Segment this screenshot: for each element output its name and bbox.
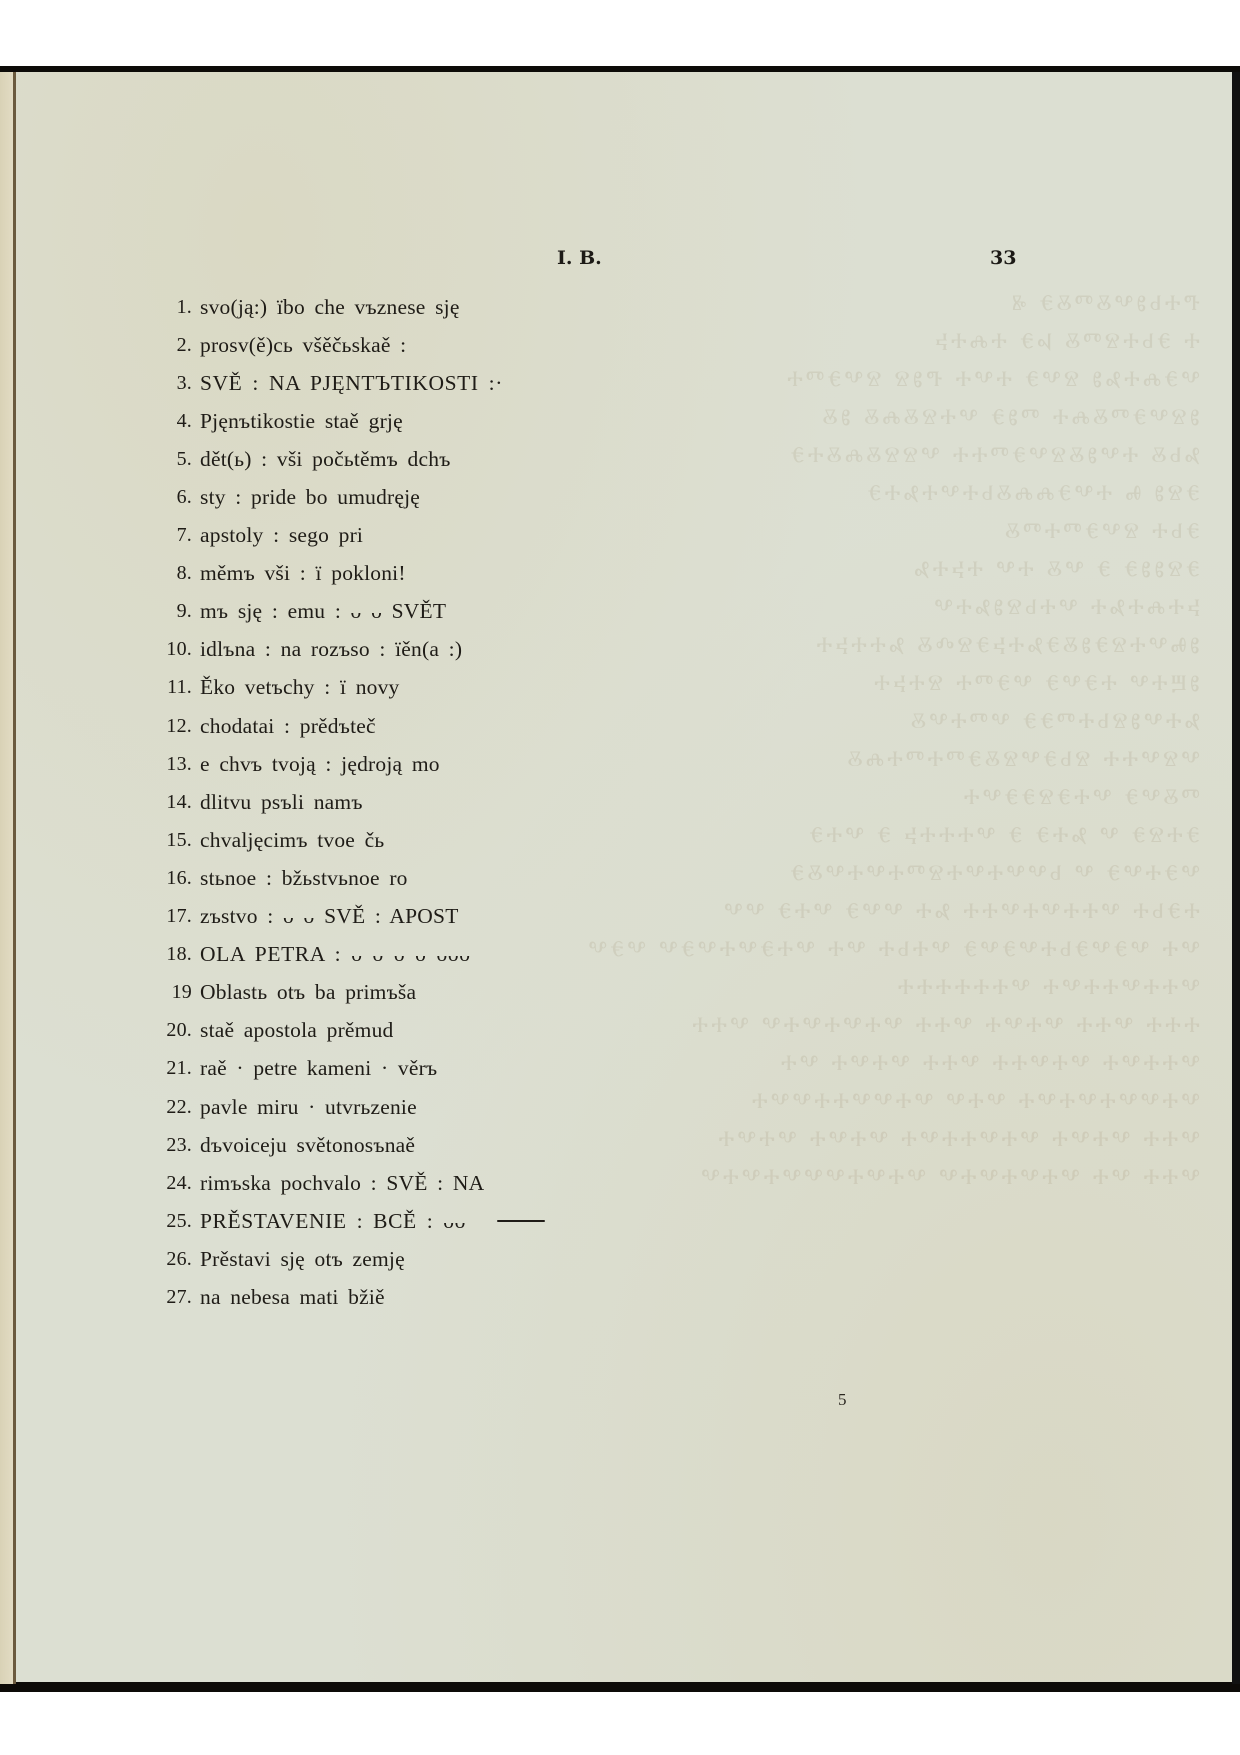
line-text: prosv(ě)cь všěčьskaě : [200,332,407,357]
line-number: 19 [171,981,192,1004]
line-text: svo(ją:) ïbo che vъznese sję [200,294,460,319]
transcription-line [150,859,570,897]
line-number: 6. [176,486,192,509]
line-number: 23. [166,1133,192,1156]
line-text: chvaljęcimъ tvoe čь [200,827,385,852]
line-number: 5. [176,447,192,470]
line-text: dъvoiceju světonosъnaě [200,1132,416,1157]
line-number: 4. [176,409,192,432]
line-text: sty : pride bo umudręję [200,485,421,510]
line-text: dlitvu psъli namъ [200,789,363,814]
line-number: 3. [176,371,192,394]
line-text: PRĚSTAVENIE : BCĚ : ᴗᴗ [200,1208,466,1233]
transcription-line [150,707,570,745]
transcription-line [150,783,570,821]
line-text: raě · petre kameni · věrъ [200,1056,438,1081]
line-number: 14. [166,790,192,813]
transcription-line [150,1050,570,1088]
line-text: Prěstavi sję otъ zemję [200,1246,405,1271]
transcription-line [150,898,570,936]
running-head-title: I. B. [557,247,602,269]
line-text: pavle miru · utvrьzenie [200,1094,417,1119]
line-text: OLA PETRA : ᴗ ᴗ ᴗ ᴗ ᴗᴗᴗ [200,942,471,967]
line-number: 18. [166,943,192,966]
signature-mark: 5 [838,1390,847,1409]
page-edge-right [1232,72,1240,1684]
line-text: SVĚ : NA PJĘNTЪTIKOSTI :· [200,370,503,395]
page-edge-left [0,72,14,1684]
line-number: 21. [166,1057,192,1080]
transcription-line [150,821,570,859]
transcription-line [150,1126,570,1164]
line-number: 10. [166,638,192,661]
line-number: 26. [166,1247,192,1270]
transcription-line [150,1240,570,1278]
transcription-line [150,517,570,555]
transcription-line [150,593,570,631]
transcription-line [150,440,570,478]
line-text: idlъna : na rozъso : ïěn(a :) [200,637,463,662]
line-number: 27. [166,1285,192,1308]
transcription-line [150,478,570,516]
line-number: 8. [176,562,192,585]
line-number: 15. [166,828,192,851]
line-text: dět(ь) : vši počьtěmъ dchъ [200,446,451,471]
line-text: apstoly : sego pri [200,523,364,548]
line-number: 7. [176,524,192,547]
transcription-line [150,1012,570,1050]
line-text: Ěko vetъchy : ï novy [200,675,400,700]
binding-gutter-line [13,72,16,1684]
end-mark-dash [497,1220,545,1222]
line-number: 22. [166,1095,192,1118]
line-text: staě apostola prěmud [200,1018,394,1043]
transcription-line [150,669,570,707]
line-text: Oblastь otъ ba primъša [200,980,417,1005]
line-text: rimъska pochvalo : SVĚ : NA [200,1170,485,1195]
line-number: 9. [176,600,192,623]
line-number: 17. [166,905,192,928]
line-text: mъ sję : emu : ᴗ ᴗ SVĚT [200,599,447,624]
page-number: 33 [990,247,1017,269]
line-text: na nebesa mati bžiě [200,1284,385,1309]
transcription-line [150,745,570,783]
line-number: 16. [166,866,192,889]
transcription-line [150,936,570,974]
line-text: e chvъ tvoją : jędroją mo [200,751,440,776]
line-number: 24. [166,1171,192,1194]
line-text: stьnoe : bžьstvьnoe ro [200,865,408,890]
transcription-line [150,1088,570,1126]
transcription-line [150,402,570,440]
line-number: 2. [176,333,192,356]
transcription-line [150,288,570,326]
line-number: 11. [167,676,192,699]
transcription-line [150,1278,570,1316]
transcription-line [150,555,570,593]
line-number: 12. [166,714,192,737]
line-text: chodatai : prědъteč [200,713,376,738]
transcription-lines [150,288,570,1317]
line-number: 20. [166,1019,192,1042]
line-text: Pjęnъtikostie staě grję [200,408,403,433]
transcription-line [150,974,570,1012]
transcription-line [150,631,570,669]
line-number: 25. [166,1209,192,1232]
line-number: 1. [176,295,192,318]
transcription-line [150,364,570,402]
line-number: 13. [166,752,192,775]
transcription-line [150,326,570,364]
transcription-line [150,1164,570,1202]
line-text: zъstvo : ᴗ ᴗ SVĚ : APOST [200,904,459,929]
line-text: měmъ vši : ï pokloni! [200,561,406,586]
